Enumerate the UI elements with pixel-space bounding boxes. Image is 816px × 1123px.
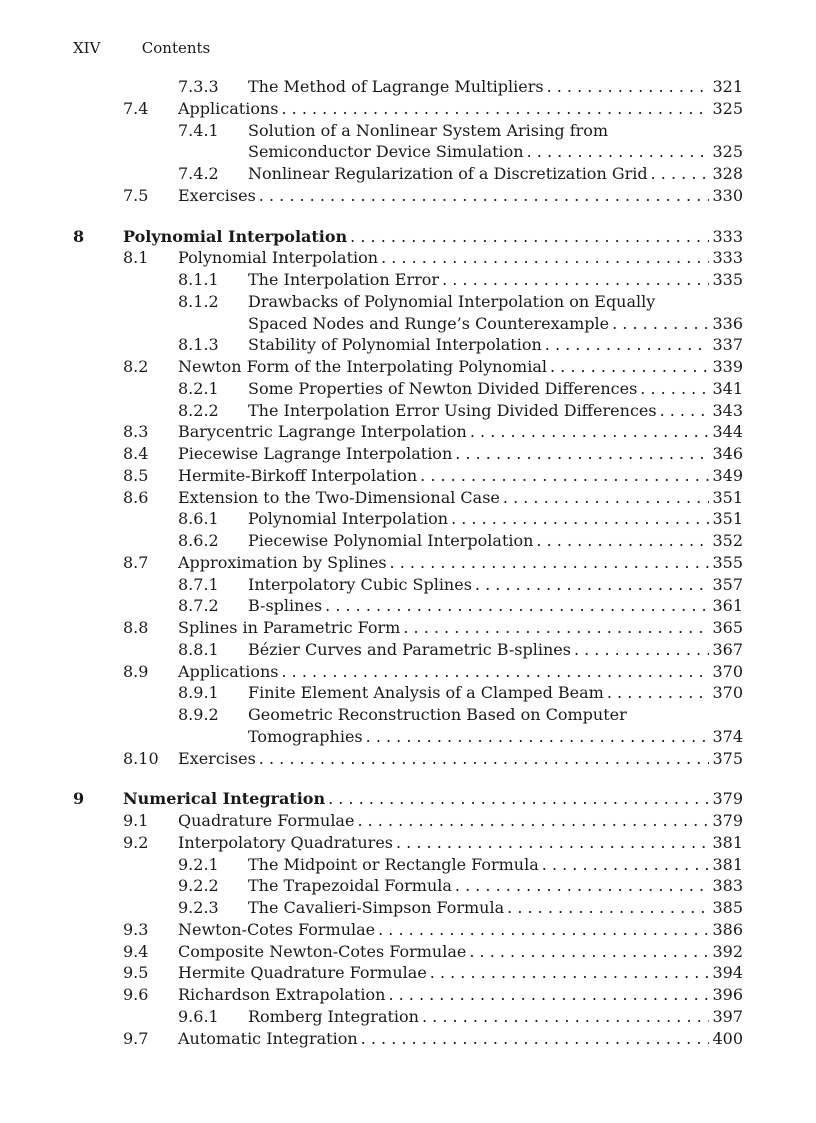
- dot-leader: [455, 443, 709, 465]
- toc-entry-number: 8.4: [123, 444, 149, 463]
- toc-entry-number: 8.10: [123, 748, 159, 768]
- dot-leader: [545, 334, 710, 356]
- toc-entry-title: Numerical Integration: [123, 789, 326, 809]
- toc-entry-number: 9.2.2: [178, 876, 219, 896]
- dot-leader: [612, 313, 709, 335]
- toc-subsection-entry[interactable]: [73, 508, 743, 530]
- toc-entry-number: 8.6.2: [178, 531, 219, 550]
- toc-page-number: 352: [712, 531, 743, 550]
- toc-entry-title: Nonlinear Regularization of a Discretization Grid: [248, 164, 648, 183]
- toc-entry-number: 8.1.2: [178, 291, 219, 311]
- running-head: [73, 38, 210, 58]
- dot-leader: [651, 163, 710, 185]
- toc-entry-title: The Trapezoidal Formula: [248, 876, 452, 896]
- toc-entry-number: 9: [73, 789, 85, 809]
- toc-section-entry[interactable]: [73, 962, 743, 984]
- toc-entry-text: [248, 508, 743, 530]
- toc-entry-number: 8.2.1: [178, 378, 219, 398]
- dot-leader: [388, 984, 709, 1006]
- dot-leader: [542, 854, 710, 876]
- toc-page-number: 370: [712, 683, 743, 703]
- running-head-title: Contents: [141, 39, 211, 57]
- toc-entry-number: 9.6.1: [178, 1006, 219, 1026]
- toc-entry-number: 8.8.1: [178, 639, 219, 659]
- toc-entry-title: Some Properties of Newton Divided Differences: [248, 378, 638, 398]
- toc-subsection-entry[interactable]: [73, 726, 743, 748]
- toc-entry-text: [248, 574, 743, 596]
- toc-subsection-entry[interactable]: [73, 897, 743, 919]
- dot-leader: [607, 682, 710, 704]
- toc-entry-number: 8.6: [123, 487, 149, 507]
- dot-leader: [475, 574, 710, 596]
- toc-entry-title: Semiconductor Device Simulation: [248, 142, 524, 162]
- toc-entry-text: [248, 704, 743, 726]
- dot-leader: [378, 919, 709, 941]
- toc-page-number: 357: [712, 574, 743, 594]
- toc-entry-text: [178, 748, 743, 770]
- toc-entry-text: [248, 163, 743, 185]
- toc-entry-number: 8.9: [123, 661, 149, 681]
- toc-page-number: 335: [712, 270, 743, 289]
- dot-leader: [640, 378, 709, 400]
- toc-entry-title: Barycentric Lagrange Interpolation: [178, 422, 467, 442]
- toc-entry-number: 9.2.1: [178, 854, 219, 874]
- toc-section-entry[interactable]: [73, 356, 743, 378]
- toc-section-entry[interactable]: [73, 421, 743, 443]
- toc-subsection-entry[interactable]: [73, 574, 743, 596]
- toc-entry-text: [178, 984, 743, 1006]
- toc-section-entry[interactable]: [73, 465, 743, 487]
- toc-page-number: 344: [712, 422, 743, 442]
- toc-entry-title: Solution of a Nonlinear System Arising from: [248, 120, 609, 140]
- toc-subsection-entry[interactable]: [73, 704, 743, 726]
- toc-section-entry[interactable]: [73, 1028, 743, 1050]
- toc-entry-number: 8: [73, 226, 85, 246]
- toc-entry-number: 7.5: [123, 185, 149, 205]
- toc-entry-number: 7.4: [123, 98, 149, 118]
- toc-entry-text: [248, 334, 743, 356]
- toc-entry-text: [248, 726, 743, 748]
- toc-subsection-entry[interactable]: [73, 1006, 743, 1028]
- dot-leader: [361, 1028, 710, 1050]
- toc-entry-title: Bézier Curves and Parametric B-splines: [248, 639, 571, 659]
- toc-entry-title: The Interpolation Error Using Divided Differences: [248, 400, 657, 420]
- toc-section-entry[interactable]: [73, 487, 743, 509]
- toc-entry-text: [248, 1006, 743, 1028]
- chapter-spacer: [73, 207, 743, 226]
- toc-entry-number: 8.1.3: [178, 335, 219, 355]
- toc-entry-text: [178, 810, 743, 832]
- dot-leader: [469, 941, 709, 963]
- toc-entry-text: [178, 832, 743, 854]
- toc-entry-title: Exercises: [178, 185, 256, 205]
- toc-entry-text: [178, 552, 743, 574]
- toc-entry-text: [178, 1028, 743, 1050]
- toc-entry-text: [248, 378, 743, 400]
- toc-page-number: 386: [712, 919, 743, 939]
- dot-leader: [527, 141, 710, 163]
- toc-entry-number: 8.1.1: [178, 270, 219, 289]
- toc-entry-number: 8.9.2: [178, 705, 219, 724]
- toc-subsection-entry[interactable]: [73, 875, 743, 897]
- page-folio: XIV: [73, 39, 101, 57]
- toc-entry-number: 9.3: [123, 919, 149, 939]
- toc-entry-title: Hermite Quadrature Formulae: [178, 963, 427, 983]
- toc-entry-text: [248, 291, 743, 313]
- toc-page-number: 355: [712, 552, 743, 572]
- toc-subsection-entry[interactable]: [73, 334, 743, 356]
- toc-entry-number: 8.7: [123, 552, 149, 572]
- toc-entry-title: Composite Newton-Cotes Formulae: [178, 941, 467, 961]
- toc-page-number: 375: [712, 748, 743, 768]
- toc-subsection-entry[interactable]: [73, 269, 743, 291]
- dot-leader: [550, 356, 709, 378]
- chapter-spacer: [73, 769, 743, 788]
- toc-page-number: 394: [712, 963, 743, 983]
- toc-entry-text: [178, 919, 743, 941]
- toc-page-number: 321: [712, 77, 743, 96]
- toc-subsection-entry[interactable]: [73, 291, 743, 313]
- dot-leader: [574, 639, 710, 661]
- dot-leader: [536, 530, 709, 552]
- dot-leader: [259, 748, 710, 770]
- toc-page-number: 361: [712, 596, 743, 616]
- toc-entry-title: Approximation by Splines: [178, 552, 387, 572]
- toc-entry-number: 9.4: [123, 941, 149, 961]
- toc-entry-title: Interpolatory Cubic Splines: [248, 574, 472, 594]
- toc-subsection-entry[interactable]: [73, 400, 743, 422]
- toc-entry-title: Polynomial Interpolation: [123, 226, 348, 246]
- toc-subsection-entry[interactable]: [73, 313, 743, 335]
- toc-section-entry[interactable]: [73, 443, 743, 465]
- toc-entry-number: 7.3.3: [178, 77, 219, 96]
- toc-entry-title: Newton Form of the Interpolating Polynomial: [178, 357, 547, 376]
- toc-entry-title: Drawbacks of Polynomial Interpolation on Equally: [248, 291, 656, 311]
- toc-entry-title: Polynomial Interpolation: [178, 248, 379, 268]
- toc-subsection-entry[interactable]: [73, 639, 743, 661]
- toc-entry-number: 7.4.2: [178, 164, 219, 183]
- toc-entry-text: [248, 76, 743, 98]
- dot-leader: [660, 400, 710, 422]
- toc-entry-title: Richardson Extrapolation: [178, 985, 386, 1004]
- toc-entry-title: B-splines: [248, 596, 323, 616]
- toc-page-number: 370: [712, 661, 743, 681]
- toc-entry-text: [248, 269, 743, 291]
- toc-subsection-entry[interactable]: [73, 120, 743, 142]
- toc-entry-number: 8.1: [123, 248, 149, 268]
- dot-leader: [422, 1006, 709, 1028]
- toc-entry-text: [178, 443, 743, 465]
- toc-entry-text: [178, 98, 743, 120]
- toc-entry-title: Polynomial Interpolation: [248, 509, 449, 529]
- toc-entry-title: Piecewise Lagrange Interpolation: [178, 444, 453, 463]
- toc-section-entry[interactable]: [73, 941, 743, 963]
- dot-leader: [420, 465, 709, 487]
- toc-entry-number: 9.2: [123, 832, 149, 852]
- toc-page-number: 336: [712, 313, 743, 333]
- toc-entry-text: [178, 962, 743, 984]
- toc-entry-text: [248, 530, 743, 552]
- toc-entry-text: [178, 661, 743, 683]
- toc-entry-text: [123, 788, 743, 810]
- toc-entry-title: Geometric Reconstruction Based on Computer: [248, 705, 627, 724]
- dot-leader: [451, 508, 709, 530]
- toc-section-entry[interactable]: [73, 617, 743, 639]
- toc-subsection-entry[interactable]: [73, 378, 743, 400]
- dot-leader: [503, 487, 710, 509]
- toc-entry-text: [178, 941, 743, 963]
- toc-entry-number: 8.6.1: [178, 509, 219, 529]
- toc-entry-number: 8.7.2: [178, 596, 219, 616]
- toc-entry-text: [248, 854, 743, 876]
- dot-leader: [470, 421, 710, 443]
- toc-entry-text: [178, 185, 743, 207]
- toc-entry-title: The Method of Lagrange Multipliers: [248, 77, 544, 96]
- toc-page-number: 392: [712, 941, 743, 961]
- toc-subsection-entry[interactable]: [73, 854, 743, 876]
- toc-entry-text: [178, 247, 743, 269]
- toc-page-number: 325: [712, 98, 743, 118]
- dot-leader: [281, 98, 709, 120]
- dot-leader: [455, 875, 710, 897]
- toc-page-number: 346: [712, 444, 743, 463]
- toc-section-entry[interactable]: [73, 661, 743, 683]
- toc-page-number: 351: [712, 487, 743, 507]
- toc-entry-text: [248, 639, 743, 661]
- toc-page-number: 330: [712, 185, 743, 205]
- toc-page-number: 397: [712, 1006, 743, 1026]
- toc-page-number: 333: [712, 248, 743, 268]
- dot-leader: [381, 247, 709, 269]
- toc-page-number: 341: [712, 378, 743, 398]
- dot-leader: [328, 788, 709, 810]
- toc-entry-title: Spaced Nodes and Runge’s Counterexample: [248, 313, 610, 333]
- dot-leader: [366, 726, 710, 748]
- toc-entry-title: Exercises: [178, 748, 256, 768]
- toc-page-number: 351: [712, 509, 743, 529]
- toc-entry-text: [248, 875, 743, 897]
- toc-chapter-entry[interactable]: [73, 226, 743, 248]
- toc-entry-number: 8.2.2: [178, 400, 219, 420]
- toc-entry-text: [123, 226, 743, 248]
- toc-section-entry[interactable]: [73, 919, 743, 941]
- toc-entry-title: Applications: [178, 98, 279, 118]
- toc-subsection-entry[interactable]: [73, 682, 743, 704]
- toc-entry-number: 8.7.1: [178, 574, 219, 594]
- toc-entry-title: Splines in Parametric Form: [178, 618, 401, 637]
- toc-entry-title: Romberg Integration: [248, 1006, 419, 1026]
- toc-entry-title: Hermite-Birkoff Interpolation: [178, 465, 418, 485]
- toc-entry-number: 9.5: [123, 963, 149, 983]
- toc-section-entry[interactable]: [73, 984, 743, 1006]
- toc-subsection-entry[interactable]: [73, 530, 743, 552]
- toc-entry-text: [248, 595, 743, 617]
- toc-entry-number: 8.8: [123, 618, 149, 637]
- toc-section-entry[interactable]: [73, 98, 743, 120]
- toc-page-number: 396: [712, 985, 743, 1004]
- dot-leader: [281, 661, 709, 683]
- toc-entry-text: [248, 682, 743, 704]
- toc-page-number: 339: [712, 357, 743, 376]
- toc-entry-number: 9.6: [123, 985, 149, 1004]
- toc-page-number: 328: [712, 164, 743, 183]
- toc-entry-number: 7.4.1: [178, 120, 219, 140]
- dot-leader: [442, 269, 709, 291]
- toc-entry-text: [248, 120, 743, 142]
- toc-page-number: 343: [712, 400, 743, 420]
- toc-entry-number: 9.7: [123, 1028, 149, 1048]
- toc-page-number: 383: [712, 876, 743, 896]
- toc-page-number: 400: [712, 1028, 743, 1048]
- dot-leader: [357, 810, 709, 832]
- toc-section-entry[interactable]: [73, 247, 743, 269]
- toc-entry-number: 8.2: [123, 357, 149, 376]
- toc-entry-text: [248, 313, 743, 335]
- toc-entry-title: Finite Element Analysis of a Clamped Beam: [248, 683, 604, 703]
- toc-entry-title: Quadrature Formulae: [178, 811, 355, 830]
- toc-entry-number: 9.1: [123, 811, 149, 830]
- toc-section-entry[interactable]: [73, 832, 743, 854]
- toc-entry-title: Applications: [178, 661, 279, 681]
- toc-entry-title: The Midpoint or Rectangle Formula: [248, 854, 539, 874]
- toc-page-number: 325: [712, 142, 743, 162]
- toc-entry-number: 9.2.3: [178, 898, 219, 917]
- toc-subsection-entry[interactable]: [73, 595, 743, 617]
- toc-entry-text: [178, 487, 743, 509]
- toc-entry-title: Interpolatory Quadratures: [178, 832, 393, 852]
- toc-section-entry[interactable]: [73, 810, 743, 832]
- toc-page-number: 349: [712, 465, 743, 485]
- toc-entry-title: Extension to the Two-Dimensional Case: [178, 487, 500, 507]
- toc-entry-text: [178, 617, 743, 639]
- table-of-contents: [73, 76, 743, 1049]
- toc-entry-title: Tomographies: [248, 726, 363, 746]
- toc-entry-text: [178, 465, 743, 487]
- toc-page-number: 381: [712, 854, 743, 874]
- toc-section-entry[interactable]: [73, 185, 743, 207]
- toc-subsection-entry[interactable]: [73, 76, 743, 98]
- toc-page-number: 381: [712, 832, 743, 852]
- dot-leader: [259, 185, 710, 207]
- toc-page-number: 385: [712, 898, 743, 917]
- dot-leader: [390, 552, 710, 574]
- dot-leader: [350, 226, 709, 248]
- toc-page-number: 337: [712, 335, 743, 355]
- toc-page-number: 367: [712, 639, 743, 659]
- toc-entry-number: 8.3: [123, 422, 149, 442]
- toc-entry-number: 8.5: [123, 465, 149, 485]
- dot-leader: [396, 832, 709, 854]
- dot-leader: [430, 962, 710, 984]
- toc-page-number: 379: [712, 811, 743, 830]
- toc-page-number: 365: [712, 618, 743, 637]
- toc-entry-number: 8.9.1: [178, 683, 219, 703]
- toc-entry-title: The Cavalieri-Simpson Formula: [248, 898, 505, 917]
- dot-leader: [403, 617, 709, 639]
- toc-entry-title: Stability of Polynomial Interpolation: [248, 335, 542, 355]
- toc-chapter-entry[interactable]: [73, 788, 743, 810]
- toc-subsection-entry[interactable]: [73, 141, 743, 163]
- dot-leader: [325, 595, 709, 617]
- toc-entry-title: Newton-Cotes Formulae: [178, 919, 376, 939]
- dot-leader: [507, 897, 709, 919]
- toc-subsection-entry[interactable]: [73, 163, 743, 185]
- toc-section-entry[interactable]: [73, 552, 743, 574]
- toc-entry-title: Piecewise Polynomial Interpolation: [248, 531, 534, 550]
- toc-entry-text: [248, 400, 743, 422]
- toc-entry-text: [248, 141, 743, 163]
- toc-page-number: 333: [712, 226, 743, 246]
- dot-leader: [547, 76, 710, 98]
- toc-page-number: 374: [712, 726, 743, 746]
- toc-page-number: 379: [712, 789, 743, 809]
- toc-entry-text: [178, 421, 743, 443]
- toc-section-entry[interactable]: [73, 748, 743, 770]
- toc-entry-title: Automatic Integration: [178, 1028, 358, 1048]
- toc-entry-title: The Interpolation Error: [248, 270, 440, 289]
- toc-entry-text: [178, 356, 743, 378]
- toc-entry-text: [248, 897, 743, 919]
